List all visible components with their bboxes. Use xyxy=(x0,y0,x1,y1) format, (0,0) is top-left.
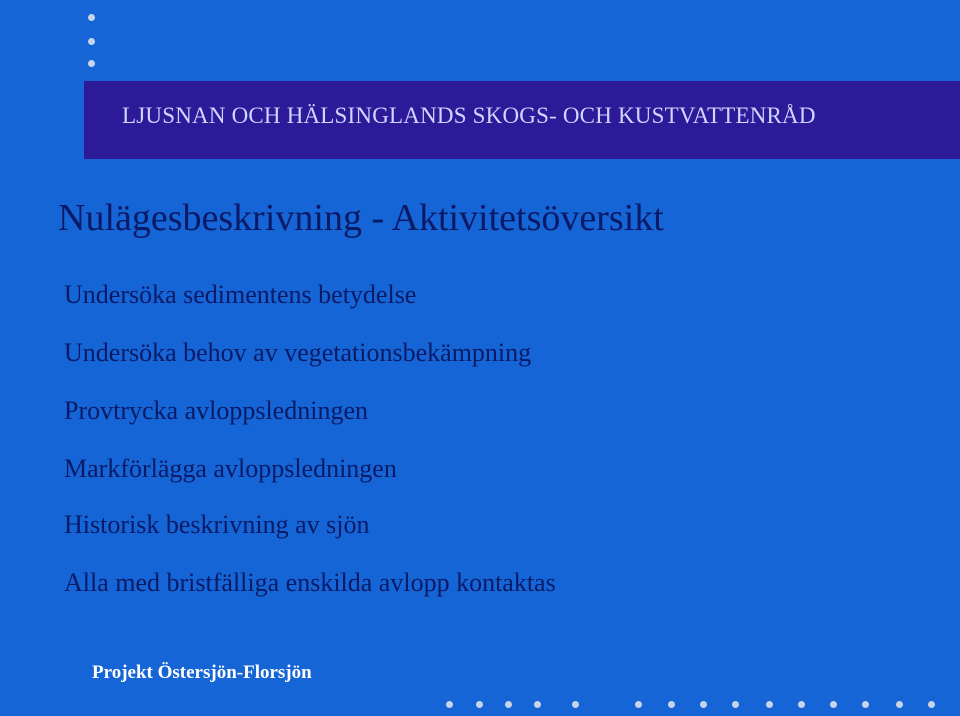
organization-name: LJUSNAN OCH HÄLSINGLANDS SKOGS- OCH KUSTVATTENRÅD xyxy=(122,103,816,128)
bullet-dot-icon xyxy=(862,701,869,708)
bullet-dot-icon xyxy=(88,60,95,67)
list-item: Alla med bristfälliga enskilda avlopp kontaktas xyxy=(64,568,556,597)
list-item: Undersöka sedimentens betydelse xyxy=(64,280,417,309)
list-item: Historisk beskrivning av sjön xyxy=(64,510,370,539)
list-item: Undersöka behov av vegetationsbekämpning xyxy=(64,338,532,367)
bullet-dot-icon xyxy=(928,701,935,708)
bullet-dot-icon xyxy=(572,701,579,708)
bullet-dot-icon xyxy=(88,38,95,45)
bullet-dot-icon xyxy=(896,701,903,708)
list-item: Markförlägga avloppsledningen xyxy=(64,454,397,483)
bullet-dot-icon xyxy=(534,701,541,708)
bullet-dot-icon xyxy=(88,14,95,21)
slide-title: Nulägesbeskrivning - Aktivitetsöversikt xyxy=(58,197,664,239)
bullet-dot-icon xyxy=(505,701,512,708)
list-item: Provtrycka avloppsledningen xyxy=(64,396,368,425)
decorative-dots-bottom xyxy=(0,700,960,712)
bullet-dot-icon xyxy=(732,701,739,708)
bullet-dot-icon xyxy=(668,701,675,708)
footer-project: Projekt Östersjön-Florsjön xyxy=(92,662,312,683)
bullet-dot-icon xyxy=(446,701,453,708)
bullet-dot-icon xyxy=(476,701,483,708)
bullet-dot-icon xyxy=(798,701,805,708)
header-banner xyxy=(84,81,960,159)
bullet-dot-icon xyxy=(766,701,773,708)
bullet-dot-icon xyxy=(700,701,707,708)
bullet-dot-icon xyxy=(635,701,642,708)
bullet-dot-icon xyxy=(830,701,837,708)
